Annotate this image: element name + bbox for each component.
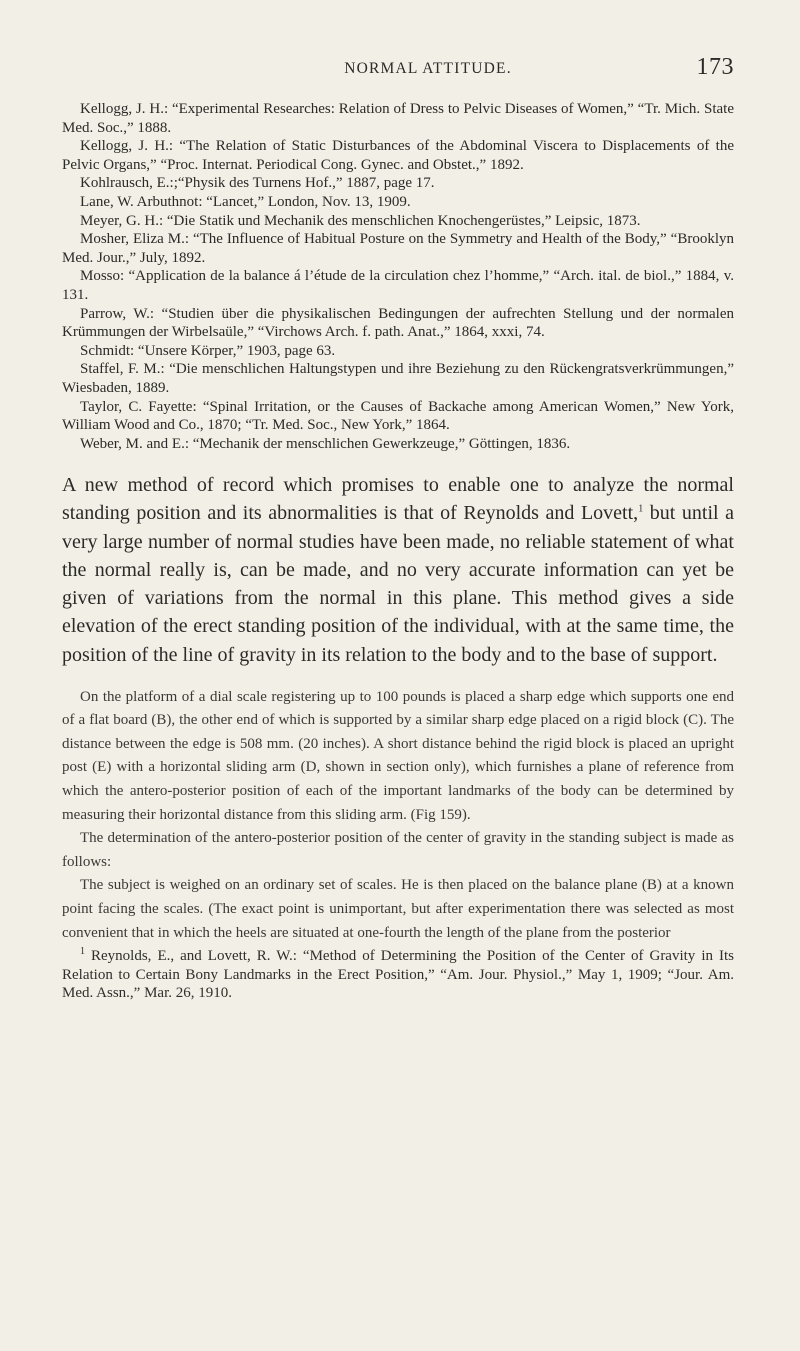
intro-text-before-note: A new method of record which promises to enable one to analyze the normal standing position and its abnormalities is that of Reynolds and Lovett, (62, 474, 734, 525)
footnote-mark: 1 (80, 946, 85, 958)
footnote-body: Reynolds, E., and Lovett, R. W.: “Method of Determining the Position of the Center of Gravity in Its Relation to Certain Bony Landmarks in the Erect Position,” “Am. Jour. Physiol.,” May 1, 1909; “Jour. Am. Med. Assn.,” Mar. 26, 1910. (62, 948, 734, 1002)
footnote-text (62, 947, 734, 1003)
method-description (62, 686, 734, 946)
reference-entry: Lane, W. Arbuthnot: “Lancet,” London, Nov. 13, 1909. (80, 193, 411, 210)
reference-entry: Parrow, W.: “Studien über die physikalischen Bedingungen der aufrechten Stellung und der normalen Krümmungen der Wirbelsaüle,” “Virchows Arch. f. path. Anat.,” 1864, xxxi, 74. (62, 305, 734, 341)
reference-entry: Staffel, F. M.: “Die menschlichen Haltungstypen und ihre Beziehung zu den Rückengratsverkrümmungen,” Wiesbaden, 1889. (62, 361, 734, 396)
reference-list (62, 100, 734, 453)
reference-entry: Schmidt: “Unsere Körper,” 1903, page 63. (80, 342, 336, 359)
reference-entry: Meyer, G. H.: “Die Statik und Mechanik des menschlichen Knochengerüstes,” Leipsic, 1873. (80, 212, 641, 229)
reference-entry: Mosher, Eliza M.: “The Influence of Habitual Posture on the Symmetry and Health of the Body,” “Brooklyn Med. Jour.,” July, 1892. (62, 231, 734, 266)
reference-entry: Kellogg, J. H.: “The Relation of Static Disturbances of the Abdominal Viscera to Displacements of the Pelvic Organs,” “Proc. Internat. Periodical Cong. Gynec. and Obstet.,” 1892. (62, 138, 734, 173)
reference-entry: Mosso: “Application de la balance á l’étude de la circulation chez l’homme,” “Arch. ital. de biol.,” 1884, v. 131. (62, 268, 734, 303)
body-paragraph: On the platform of a dial scale registering up to 100 pounds is placed a sharp edge which supports one end of a flat board (B), the other end of which is supported by a similar sharp edge placed on a rigid block (C). The distance between the edge is 508 mm. (20 inches). A short distance behind the rigid block is placed an upright post (E) with a horizontal sliding arm (D, shown in section only), which furnishes a plane of reference from which the antero-posterior position of each of the important landmarks of the body can be determined by measuring their horizontal distance from this sliding arm. (Fig 159). (62, 688, 734, 823)
footnote-reference-mark: 1 (638, 503, 644, 515)
reference-entry: Taylor, C. Fayette: “Spinal Irritation, or the Causes of Backache among American Women,” New York, William Wood and Co., 1870; “Tr. Med. Soc., New York,” 1864. (62, 398, 734, 434)
intro-section (62, 471, 734, 668)
reference-entry: Kohlrausch, E.:;“Physik des Turnens Hof.,” 1887, page 17. (80, 175, 435, 192)
reference-entry: Weber, M. and E.: “Mechanik der menschlichen Gewerkzeuge,” Göttingen, 1836. (80, 435, 571, 452)
intro-text-after-note: but until a very large number of normal studies have been made, no reliable statement of what the normal really is, can be made, and no very accurate information can yet be given of variations from the normal in this plane. This method gives a side elevation of the erect standing position of the individual, with at the same time, the position of the line of gravity in its relation to the body and to the base of support. (62, 502, 734, 666)
running-title: NORMAL ATTITUDE. (344, 60, 512, 77)
body-paragraph: The determination of the antero-posterior position of the center of gravity in the standing subject is made as follows: (62, 830, 734, 870)
footnote (62, 947, 734, 1003)
running-head (62, 54, 734, 92)
body-paragraph: The subject is weighed on an ordinary set of scales. He is then placed on the balance plane (B) at a known point facing the scales. (The exact point is unimportant, but after experimentation there was selected as most convenient that in which the heels are situated at one-fourth the length of the plane from the posterior (62, 877, 734, 941)
page-number: 173 (696, 54, 734, 80)
intro-paragraph (62, 471, 734, 668)
reference-entry: Kellogg, J. H.: “Experimental Researches: Relation of Dress to Pelvic Diseases of Women,” “Tr. Mich. State Med. Soc.,” 1888. (62, 101, 734, 136)
